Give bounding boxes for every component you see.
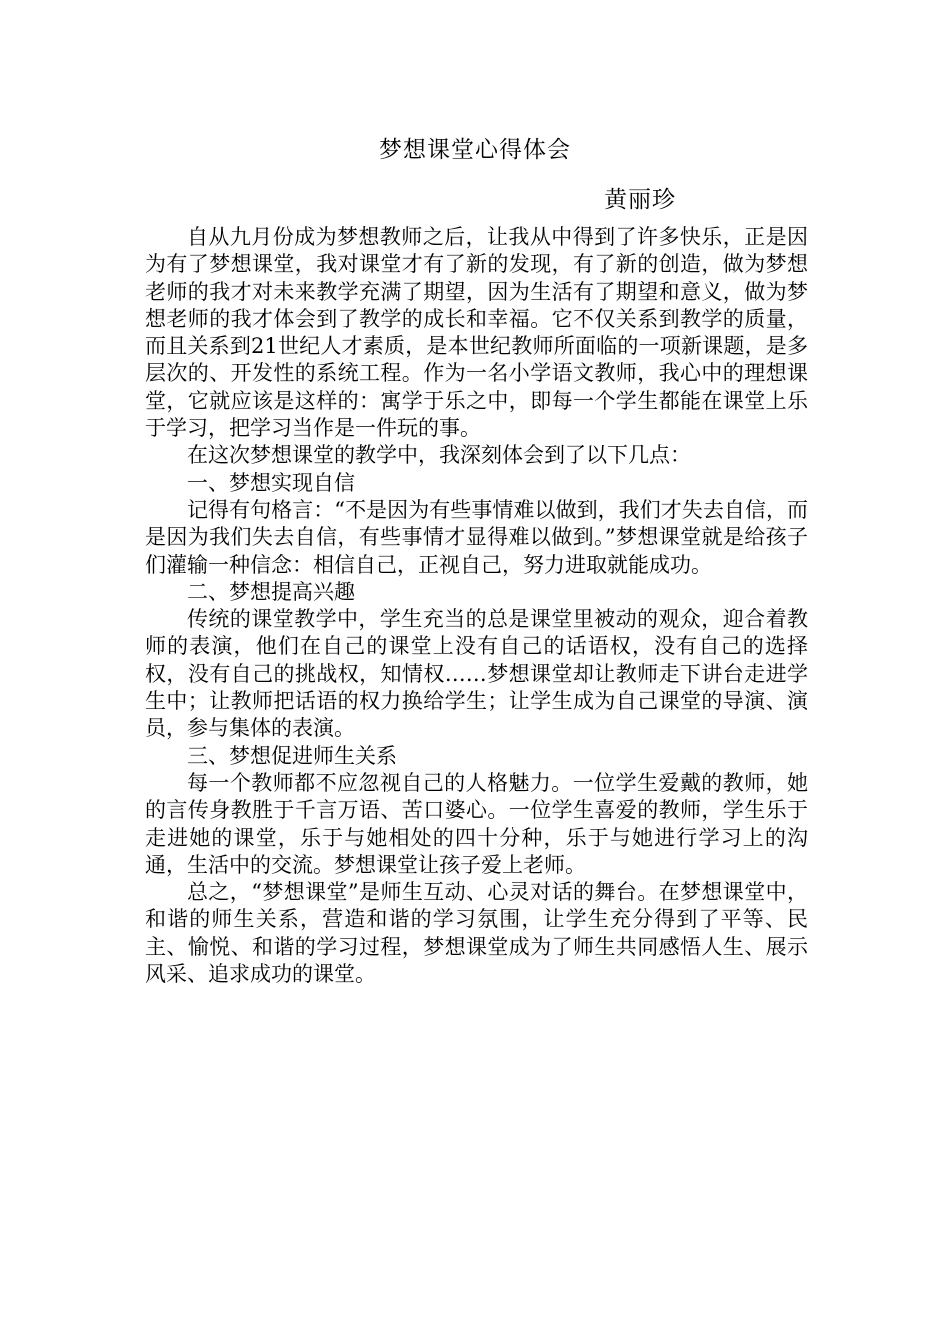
document-body [145,224,808,988]
section-heading-1: 一、梦想实现自信 [187,470,355,495]
paragraph-intro: 自从九月份成为梦想教师之后，让我从中得到了许多快乐，正是因为有了梦想课堂，我对课堂才有了新的发现，有了新的创造，做为梦想老师的我才对未来教学充满了期望，因为生活有了期望和意义，做为梦想老师的我才体会到了教学的成长和幸福。它不仅关系到教学的质量，而且关系到21世纪人才素质，是本世纪教师所面临的一项新课题，是多层次的、开发性的系统工程。作为一名小学语文教师，我心中的理想课堂，它就应该是这样的：寓学于乐之中，即每一个学生都能在课堂上乐于学习，把学习当作是一件玩的事。 [145,225,808,441]
paragraph-section-2: 传统的课堂教学中，学生充当的总是课堂里被动的观众，迎合着教师的表演，他们在自己的课堂上没有自己的话语权，没有自己的选择权，没有自己的挑战权，知情权……梦想课堂却让教师走下讲台走进学生中；让教师把话语的权力换给学生；让学生成为自己课堂的导演、演员，参与集体的表演。 [145,607,808,741]
paragraph-lead-in: 在这次梦想课堂的教学中，我深刻体会到了以下几点： [187,443,691,468]
section-heading-2: 二、梦想提高兴趣 [187,579,355,604]
paragraph-section-3: 每一个教师都不应忽视自己的人格魅力。一位学生爱戴的教师，她的言传身教胜于千言万语、苦口婆心。一位学生喜爱的教师，学生乐于走进她的课堂，乐于与她相处的四十分种，乐于与她进行学习上的沟通，生活中的交流。梦想课堂让孩子爱上老师。 [145,770,808,877]
paragraph-conclusion: 总之，“梦想课堂”是师生互动、心灵对话的舞台。在梦想课堂中，和谐的师生关系，营造和谐的学习氛围，让学生充分得到了平等、民主、愉悦、和谐的学习过程，梦想课堂成为了师生共同感悟人生、展示风采、追求成功的课堂。 [145,880,808,987]
document-title: 梦想课堂心得体会 [379,137,571,163]
document-author: 黄丽珍 [604,187,676,213]
section-heading-3: 三、梦想促进师生关系 [187,743,397,768]
paragraph-section-1: 记得有句格言：“不是因为有些事情难以做到，我们才失去自信，而是因为我们失去自信，有些事情才显得难以做到。”梦想课堂就是给孩子们灌输一种信念：相信自己，正视自己，努力进取就能成功。 [145,497,808,577]
